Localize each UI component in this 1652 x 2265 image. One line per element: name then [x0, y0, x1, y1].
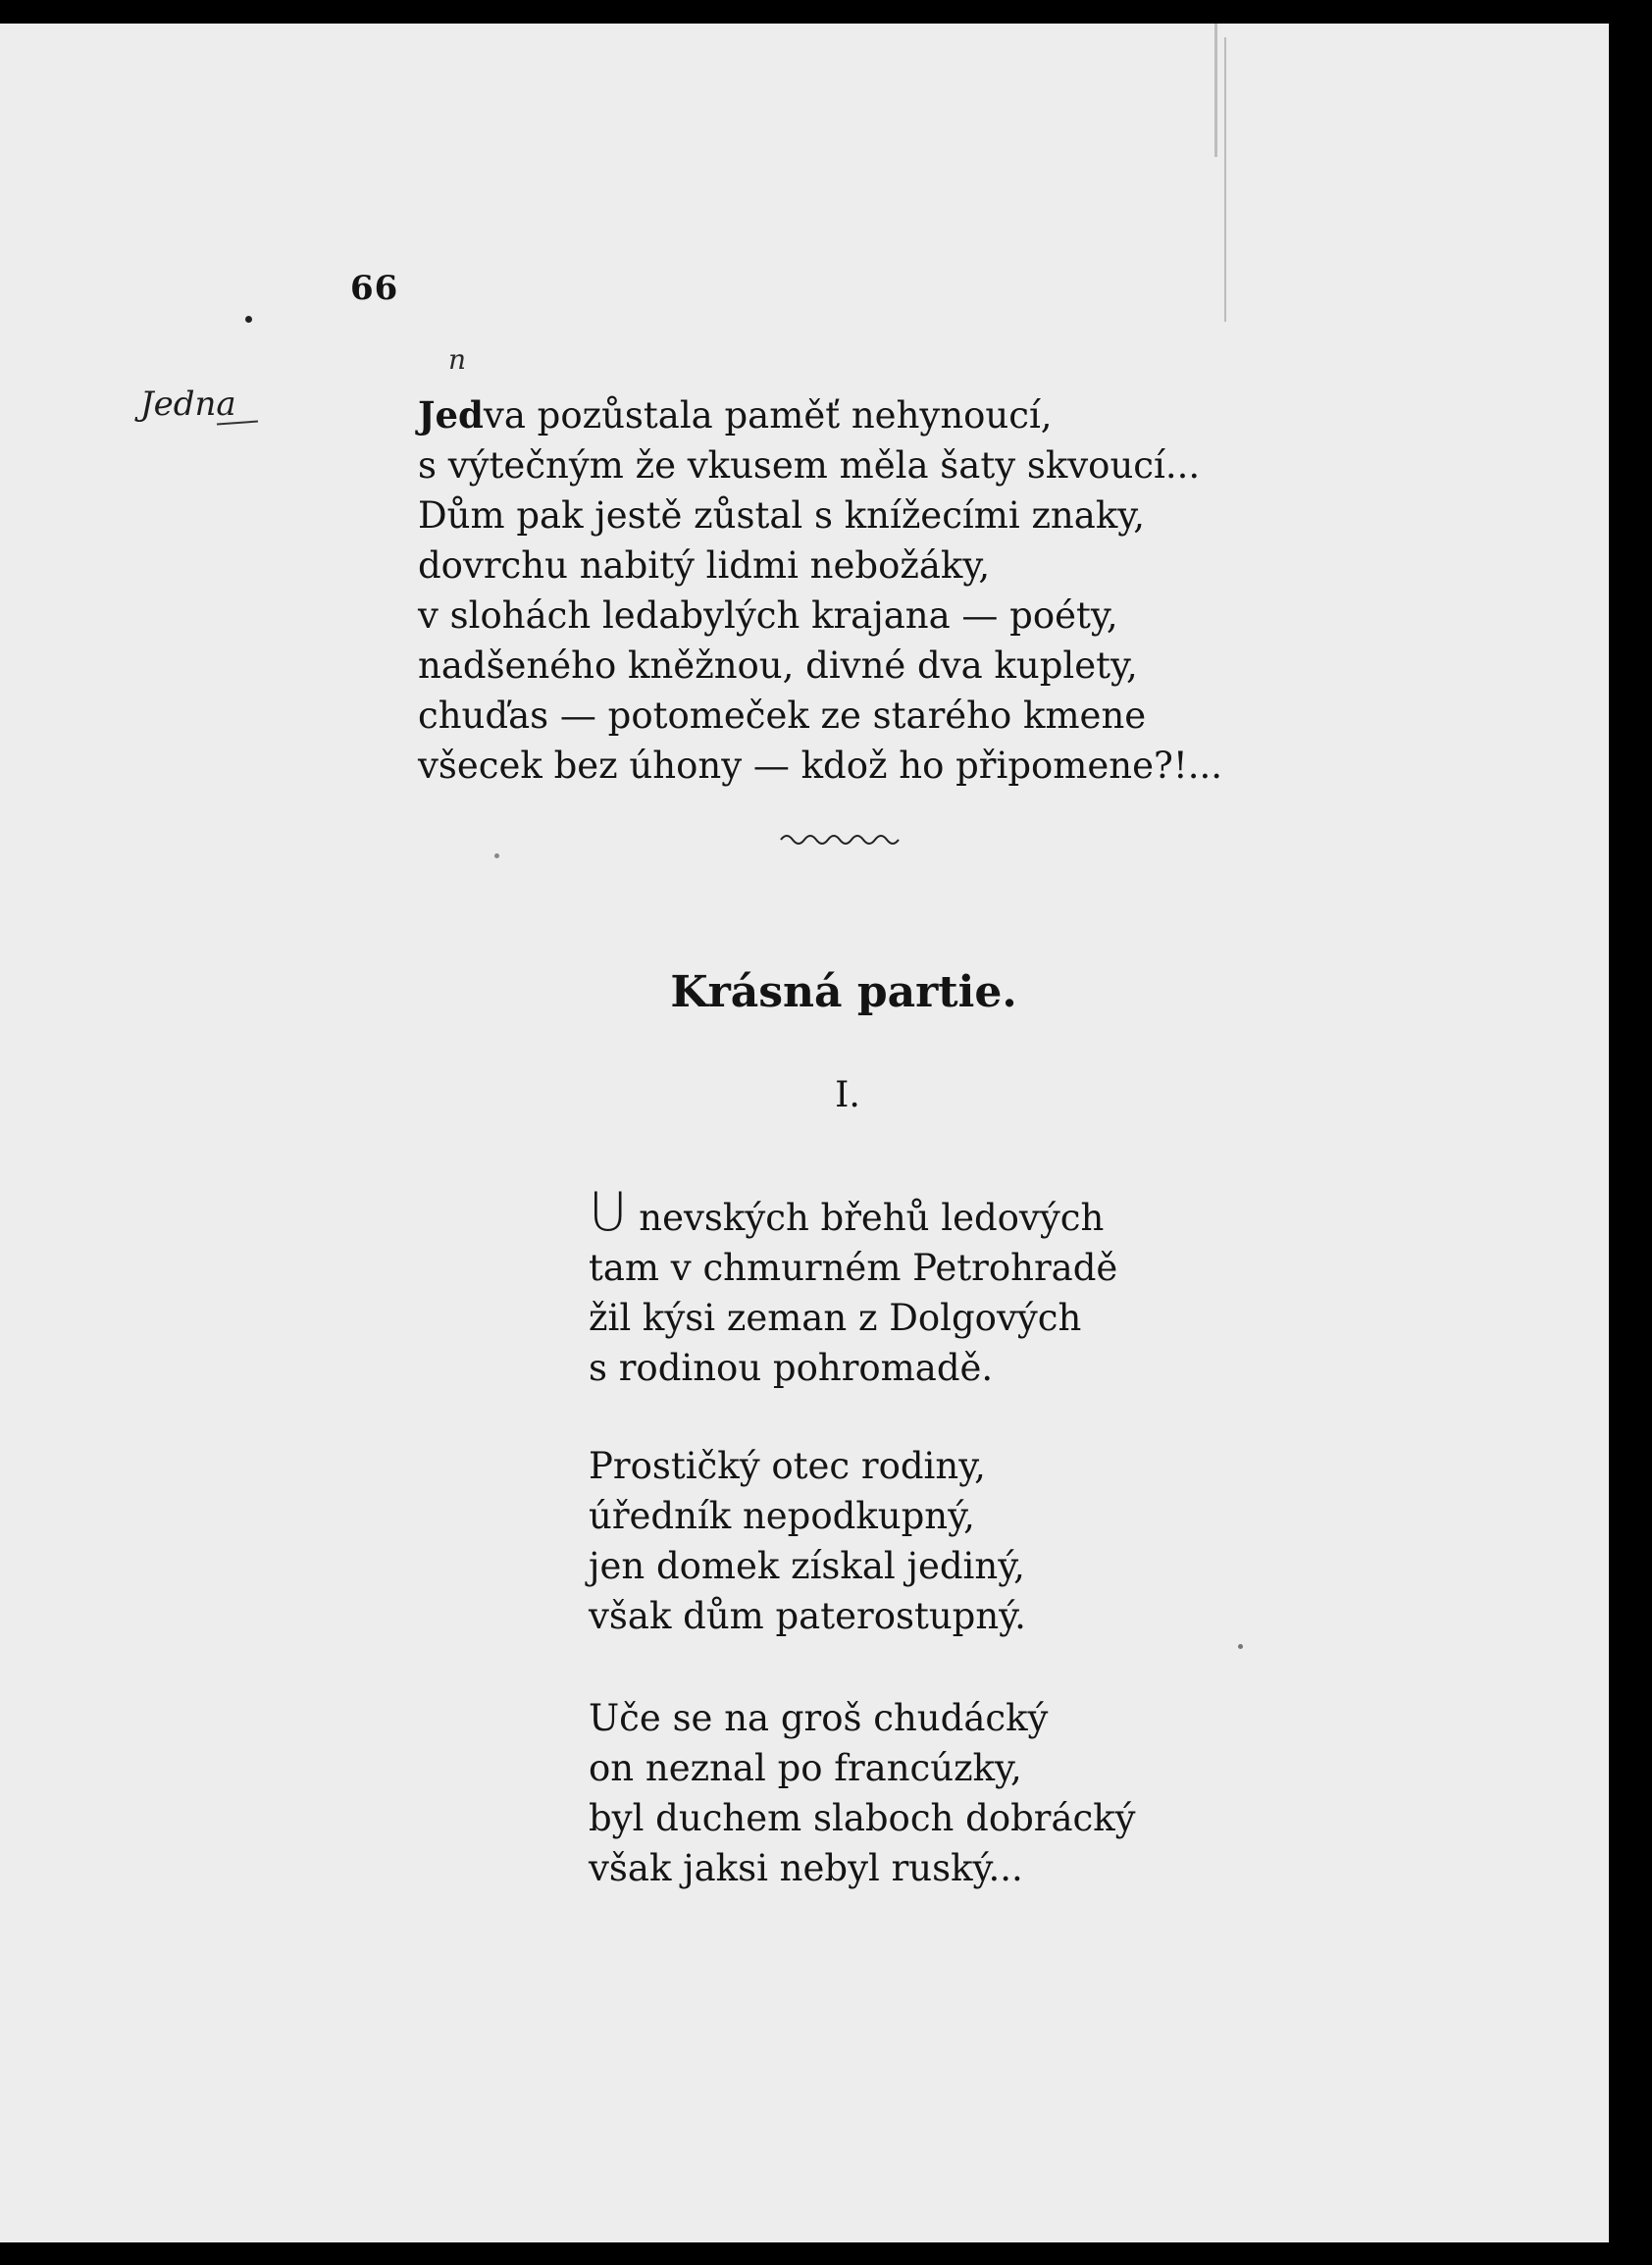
verse-line: chuďas — potomeček ze starého kmene: [418, 695, 1147, 737]
stanza-4: [589, 1693, 1136, 1893]
section-numeral: I.: [835, 1075, 860, 1115]
ink-speck: [1238, 1644, 1243, 1649]
verse-line: žil kýsi zeman z Dolgových: [589, 1297, 1082, 1339]
verse-line: Uče se na groš chudácký: [589, 1697, 1049, 1739]
stanza-1: [418, 390, 1222, 791]
verse-line: Dům pak jestě zůstal s knížecími znaky,: [418, 494, 1145, 537]
verse-line: v slohách ledabylých krajana — poéty,: [418, 594, 1118, 637]
ink-speck: [494, 853, 499, 858]
verse-line: on neznal po francúzky,: [589, 1747, 1022, 1789]
page-number: 66: [350, 269, 399, 308]
word-rest: va pozůstala paměť nehynoucí,: [483, 394, 1053, 437]
verse-line: s rodinou pohromadě.: [589, 1347, 994, 1389]
verse-line: úředník nepodkupný,: [589, 1495, 975, 1537]
handwritten-margin-note: Jedna: [140, 385, 236, 424]
verse-line: tam v chmurném Petrohradě: [589, 1247, 1118, 1289]
verse-line: jen domek získal jediný,: [589, 1545, 1025, 1587]
verse-line: [418, 394, 1053, 437]
verse-line: Prostičký otec rodiny,: [589, 1445, 986, 1487]
stanza-3: [589, 1441, 1026, 1641]
struck-letter: d: [458, 393, 484, 437]
verse-line: [589, 1181, 1105, 1243]
drop-cap: U: [589, 1181, 628, 1243]
handwritten-correction: n: [448, 343, 467, 376]
scan-artifact-line: [1214, 24, 1217, 157]
book-page: [0, 24, 1609, 2242]
wavy-ornament: [779, 830, 906, 851]
verse-line: všecek bez úhony — kdož ho připomene?!...: [418, 745, 1222, 787]
word-start: Je: [418, 393, 459, 437]
stanza-2: [589, 1181, 1118, 1393]
verse-line: však dům paterostupný.: [589, 1595, 1026, 1637]
verse-line: však jaksi nebyl ruský...: [589, 1847, 1023, 1889]
section-title: Krásná partie.: [670, 967, 1017, 1017]
ink-speck: [245, 316, 252, 323]
verse-line: dovrchu nabitý lidmi nebožáky,: [418, 544, 991, 587]
verse-line: nadšeného kněžnou, divné dva kuplety,: [418, 644, 1138, 687]
verse-line: byl duchem slaboch dobrácký: [589, 1797, 1136, 1839]
scan-artifact-line: [1224, 37, 1226, 322]
verse-line-rest: nevských břehů ledových: [627, 1197, 1105, 1239]
verse-line: s výtečným že vkusem měla šaty skvoucí...: [418, 444, 1201, 487]
